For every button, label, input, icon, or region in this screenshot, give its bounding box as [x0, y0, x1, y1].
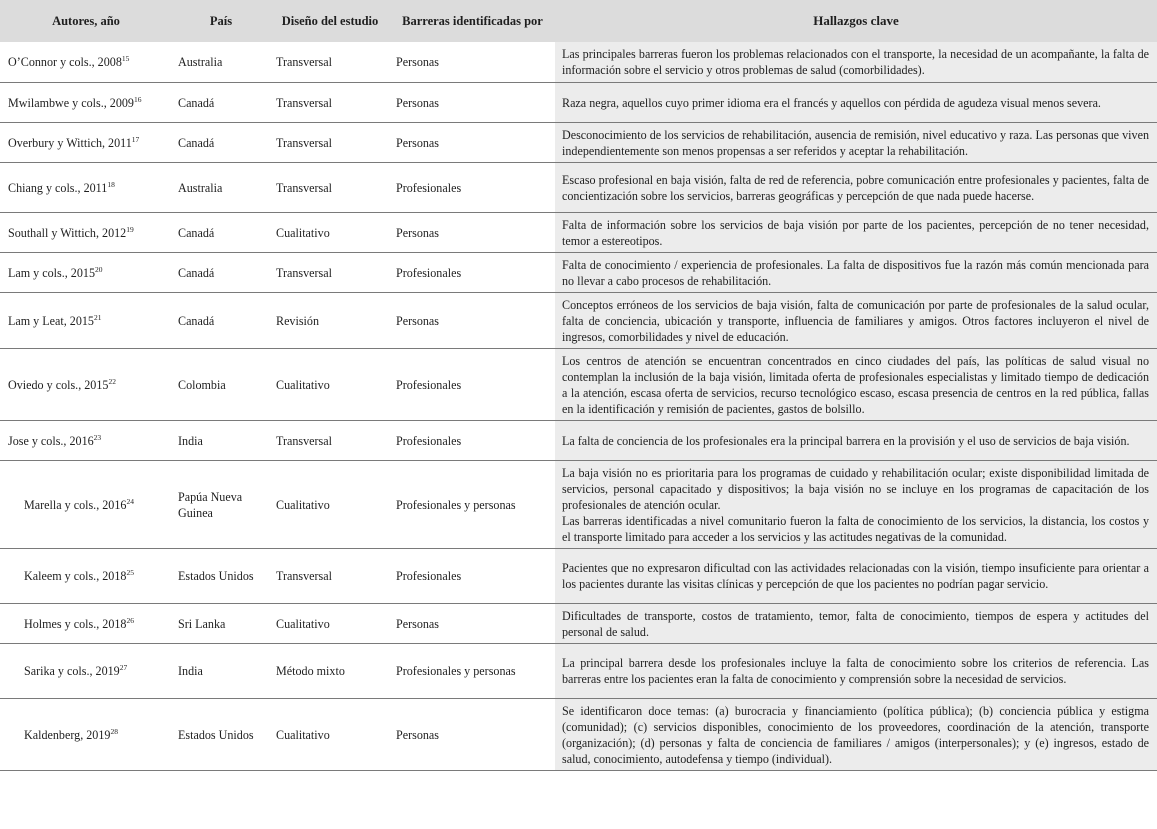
reference-number: 17 [131, 134, 140, 144]
reference-number: 28 [110, 726, 118, 736]
cell-hallazgos [555, 603, 1157, 643]
table-row [0, 212, 1157, 252]
findings-text: Falta de información sobre los servicios de baja visión por parte de los pacientes, percepción de no tener necesidad, temor a estereotipos. [562, 217, 1149, 248]
cell-diseno: Cualitativo [270, 212, 390, 252]
cell-autor [0, 603, 172, 643]
findings-text: Dificultades de transporte, costos de tratamiento, temor, falta de conocimiento, tiempos de espera y actitudes del personal de salud. [562, 608, 1149, 639]
author-text: Sarika y cols., 2019 [24, 664, 120, 678]
cell-pais: Estados Unidos [172, 698, 270, 770]
findings-text: Desconocimiento de los servicios de rehabilitación, ausencia de remisión, nivel educativo y raza. Las personas que viven independientemente son menos propensas a ser referidos y aceptar la rehabilitación. [562, 127, 1149, 158]
table-row [0, 348, 1157, 420]
cell-diseno: Cualitativo [270, 460, 390, 548]
cell-autor [0, 698, 172, 770]
findings-text: Falta de conocimiento / experiencia de profesionales. La falta de dispositivos fue la razón más común mencionada para no llevar a cabo procesos de rehabilitación. [562, 257, 1149, 288]
findings-text: Los centros de atención se encuentran concentrados en cinco ciudades del país, las políticas de salud visual no contemplan la inclusión de la baja visión, limitada oferta de profesionales especialistas y limitado tiempo de dedicación a la atención, escasa oferta de servicios, recurso tecnológico escaso, escasa presencia de centros en la red pública, fallas en la identificación y remisión de pacientes, gastos de bolsillo. [562, 353, 1149, 416]
table-row [0, 42, 1157, 82]
cell-diseno: Transversal [270, 82, 390, 122]
cell-barreras: Profesionales [390, 548, 555, 603]
cell-pais: Canadá [172, 212, 270, 252]
cell-pais: Australia [172, 42, 270, 82]
author-text: Mwilambwe y cols., 2009 [8, 95, 134, 110]
cell-pais: Australia [172, 162, 270, 212]
reference-number: 16 [133, 94, 142, 104]
author-text: O’Connor y cols., 2008 [8, 55, 122, 70]
cell-barreras: Personas [390, 698, 555, 770]
reference-number: 27 [119, 662, 128, 672]
cell-barreras: Personas [390, 42, 555, 82]
findings-text: La falta de conciencia de los profesionales era la principal barrera en la provisión y el uso de servicios de baja visión. [562, 433, 1130, 448]
cell-barreras: Profesionales [390, 420, 555, 460]
cell-diseno: Cualitativo [270, 603, 390, 643]
table-row [0, 548, 1157, 603]
findings-text: Se identificaron doce temas: (a) burocracia y financiamiento (política pública); (b) conciencia pública y estigma (comunidad); (c) servicios disponibles, conocimiento de los proveedores, coordinación de la atención, transporte (organización); (d) personas y falta de conciencia de familiares / amigos (interpersonales); y (e) ingresos, estado de salud, conocimiento, autodefensa y tiempo (individual). [562, 703, 1149, 766]
cell-autor [0, 122, 172, 162]
cell-diseno: Revisión [270, 292, 390, 348]
findings-text: Pacientes que no expresaron dificultad con las actividades relacionadas con la visión, tiempo insuficiente para orientar a los pacientes durante las visitas clínicas y percepción de que los pacientes no podrían pagar servicio. [562, 561, 1149, 591]
header-hallazgos: Hallazgos clave [555, 0, 1157, 42]
cell-hallazgos [555, 698, 1157, 770]
findings-text: La baja visión no es prioritaria para los programas de cuidado y rehabilitación ocular; existe disponibilidad limitada de servicios, personal capacitado y dispositivos; la baja visión no se incluye en los programas de capacitación de los profesionales de atención ocular. [562, 465, 1149, 512]
author-text: Oviedo y cols., 2015 [8, 377, 109, 392]
table-row [0, 162, 1157, 212]
cell-hallazgos [555, 548, 1157, 603]
header-barreras: Barreras identificadas por [390, 0, 555, 42]
findings-text: Raza negra, aquellos cuyo primer idioma era el francés y aquellos con pérdida de agudeza visual menos severa. [562, 95, 1101, 110]
cell-diseno: Transversal [270, 162, 390, 212]
cell-autor [0, 292, 172, 348]
cell-barreras: Personas [390, 82, 555, 122]
author-text: Kaleem y cols., 2018 [24, 569, 127, 583]
cell-pais: Canadá [172, 252, 270, 292]
cell-pais: India [172, 420, 270, 460]
reference-number: 24 [126, 496, 134, 506]
cell-hallazgos [555, 460, 1157, 548]
reference-number: 20 [95, 264, 103, 274]
table-row [0, 420, 1157, 460]
cell-diseno: Método mixto [270, 643, 390, 698]
author-text: Jose y cols., 2016 [8, 433, 94, 448]
cell-autor [0, 42, 172, 82]
cell-pais: Papúa Nueva Guinea [172, 460, 270, 548]
author-text: Lam y Leat, 2015 [8, 313, 94, 328]
cell-barreras: Profesionales [390, 162, 555, 212]
cell-barreras: Profesionales y personas [390, 460, 555, 548]
reference-number: 25 [126, 567, 134, 577]
cell-hallazgos [555, 42, 1157, 82]
author-text: Lam y cols., 2015 [8, 265, 95, 280]
findings-text-continued: Las barreras identificadas a nivel comunitario fueron la falta de conocimiento de los servicios, la distancia, los costos y el transporte limitado para acceder a los servicios y las actitudes negativas de la comunidad. [562, 513, 1149, 544]
cell-diseno: Transversal [270, 420, 390, 460]
findings-text: Las principales barreras fueron los problemas relacionados con el transporte, la necesidad de un acompañante, la falta de información sobre el servicio y otros problemas de salud (comorbilidades). [562, 47, 1149, 78]
author-text: Southall y Wittich, 2012 [8, 225, 127, 240]
cell-barreras: Personas [390, 292, 555, 348]
cell-pais: Canadá [172, 292, 270, 348]
header-pais: País [172, 0, 270, 42]
reference-number: 23 [93, 432, 102, 442]
cell-pais: India [172, 643, 270, 698]
reference-number: 22 [108, 376, 116, 386]
cell-autor [0, 82, 172, 122]
findings-text: Conceptos erróneos de los servicios de baja visión, falta de comunicación por parte de profesionales de la salud ocular, falta de conciencia, ubicación y transporte, influencia de familiares y amigos. Otros factores incluyeron el nivel de ingresos, comorbilidades y nivel de educación. [562, 297, 1149, 344]
cell-pais: Colombia [172, 348, 270, 420]
cell-pais: Canadá [172, 122, 270, 162]
cell-pais: Sri Lanka [172, 603, 270, 643]
table-row [0, 252, 1157, 292]
table-row [0, 603, 1157, 643]
cell-hallazgos [555, 292, 1157, 348]
author-text: Marella y cols., 2016 [24, 497, 127, 512]
cell-diseno: Transversal [270, 548, 390, 603]
cell-autor [0, 460, 172, 548]
cell-autor [0, 212, 172, 252]
reference-number: 19 [126, 224, 134, 234]
cell-hallazgos [555, 82, 1157, 122]
cell-hallazgos [555, 643, 1157, 698]
reference-number: 18 [107, 179, 115, 189]
cell-diseno: Transversal [270, 252, 390, 292]
cell-hallazgos [555, 252, 1157, 292]
table-row [0, 460, 1157, 548]
header-autores: Autores, año [0, 0, 172, 42]
cell-diseno: Cualitativo [270, 348, 390, 420]
table-row [0, 122, 1157, 162]
cell-autor [0, 420, 172, 460]
cell-pais: Estados Unidos [172, 548, 270, 603]
cell-autor [0, 348, 172, 420]
table-row [0, 643, 1157, 698]
cell-barreras: Personas [390, 122, 555, 162]
cell-autor [0, 643, 172, 698]
cell-barreras: Profesionales [390, 252, 555, 292]
cell-barreras: Personas [390, 603, 555, 643]
cell-hallazgos [555, 162, 1157, 212]
reference-number: 21 [93, 312, 102, 322]
cell-hallazgos [555, 122, 1157, 162]
cell-hallazgos [555, 212, 1157, 252]
findings-text: La principal barrera desde los profesionales incluye la falta de conocimiento sobre los criterios de referencia. Las barreras entre los pacientes eran la falta de conocimiento y comprensión sobre la necesidad de servicios. [562, 656, 1149, 686]
cell-diseno: Cualitativo [270, 698, 390, 770]
cell-barreras: Profesionales y personas [390, 643, 555, 698]
author-text: Chiang y cols., 2011 [8, 180, 108, 195]
findings-text: Escaso profesional en baja visión, falta de red de referencia, pobre comunicación entre profesionales y pacientes, falta de concientización sobre los servicios, barreras geográficas y percepción de que nada puede hacerse. [562, 172, 1149, 203]
reference-number: 26 [126, 615, 134, 625]
cell-diseno: Transversal [270, 42, 390, 82]
header-diseno: Diseño del estudio [270, 0, 390, 42]
table-row [0, 698, 1157, 770]
cell-autor [0, 162, 172, 212]
cell-hallazgos [555, 348, 1157, 420]
author-text: Overbury y Wittich, 2011 [8, 135, 132, 150]
cell-barreras: Profesionales [390, 348, 555, 420]
author-text: Kaldenberg, 2019 [24, 727, 111, 742]
table-row [0, 292, 1157, 348]
cell-barreras: Personas [390, 212, 555, 252]
reference-number: 15 [121, 54, 130, 64]
cell-hallazgos [555, 420, 1157, 460]
cell-autor [0, 252, 172, 292]
table-header-row [0, 0, 1157, 42]
cell-autor [0, 548, 172, 603]
cell-diseno: Transversal [270, 122, 390, 162]
author-text: Holmes y cols., 2018 [24, 616, 127, 631]
cell-pais: Canadá [172, 82, 270, 122]
table-row [0, 82, 1157, 122]
